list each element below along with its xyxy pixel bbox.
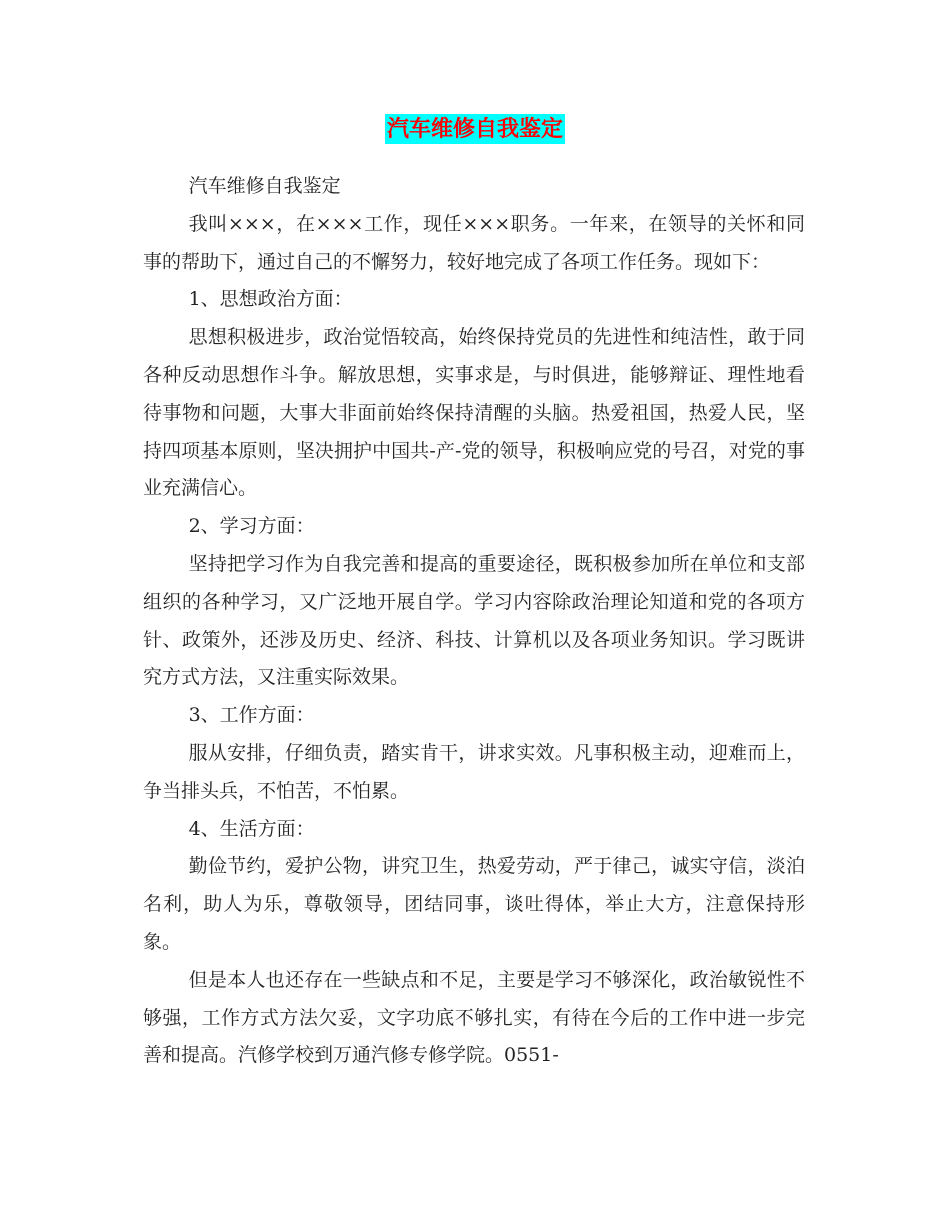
document-title: 汽车维修自我鉴定 <box>386 116 563 142</box>
section-heading-study: 2、学习方面： <box>188 515 315 538</box>
paragraph-subtitle: 汽车维修自我鉴定 <box>188 175 341 197</box>
section-heading-life: 4、生活方面： <box>188 817 315 840</box>
paragraph-work: 服从安排，仔细负责，踏实肯干，讲求实效。凡事积极主动，迎难而上，争当排头兵，不怕苦，不怕累。 <box>143 741 805 802</box>
paragraph-conclusion: 但是本人也还存在一些缺点和不足，主要是学习不够深化，政治敏锐性不够强，工作方式方法欠妥，文字功底不够扎实，有待在今后的工作中进一步完善和提高。汽修学校到万通汽修专修学院。0551- <box>143 968 805 1067</box>
title-container <box>0 114 950 144</box>
section-heading-work: 3、工作方面： <box>188 704 315 727</box>
paragraph-politics: 思想积极进步，政治觉悟较高，始终保持党员的先进性和纯洁性，敢于同各种反动思想作斗争。解放思想，实事求是，与时俱进，能够辩证、理性地看待事物和问题，大事大非面前始终保持清醒的头脑。热爱祖国，热爱人民，坚持四项基本原则，坚决拥护中国共-产-党的领导，积极响应党的号召，对党的事业充满信心。 <box>143 326 805 500</box>
section-heading-politics: 1、思想政治方面： <box>188 288 353 311</box>
paragraph-life: 勤俭节约，爱护公物，讲究卫生，热爱劳动，严于律己，诚实守信，淡泊名利，助人为乐，尊敬领导，团结同事，谈吐得体，举止大方，注意保持形象。 <box>143 855 805 953</box>
paragraph-study: 坚持把学习作为自我完善和提高的重要途径，既积极参加所在单位和支部组织的各种学习，又广泛地开展自学。学习内容除政治理论知道和党的各项方针、政策外，还涉及历史、经济、科技、计算机以及各项业务知识。学习既讲究方式方法，又注重实际效果。 <box>143 552 805 689</box>
paragraph-intro: 我叫×××，在×××工作，现任×××职务。一年来，在领导的关怀和同事的帮助下，通过自己的不懈努力，较好地完成了各项工作任务。现如下： <box>143 212 805 273</box>
document-body <box>143 168 805 1075</box>
